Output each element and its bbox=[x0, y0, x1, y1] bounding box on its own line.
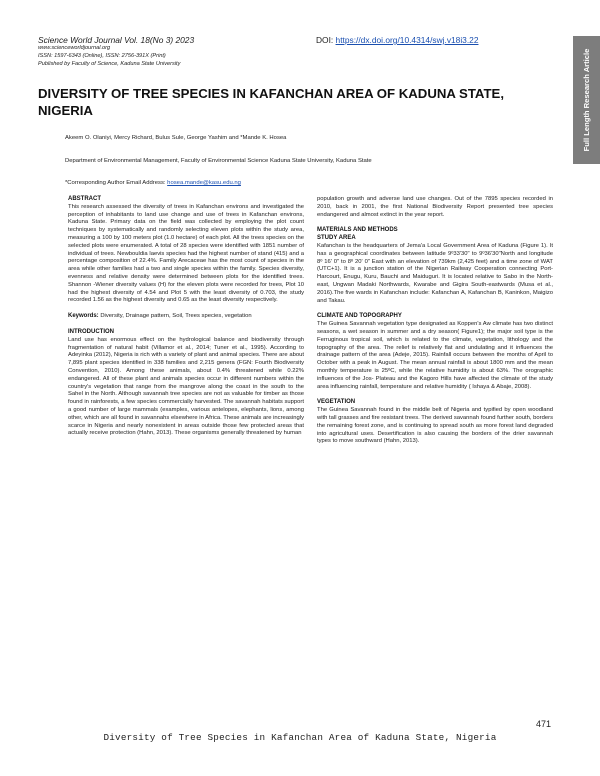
corresponding-email-link[interactable]: hosea.mande@kasu.edu.ng bbox=[167, 180, 241, 186]
journal-issn: ISSN: 1597-6343 (Online), ISSN: 2756-391X (Print) bbox=[38, 53, 166, 59]
vegetation-text: The Guinea Savannah found in the middle belt of Nigeria and typified by open woodland with tall grasses and fire resistant trees. The derived savannah found further south, borders the remaining forest zone, and is continuing to spread south as more forest land degraded into agricultural uses. Desertification is also causing the borders of the drier savannah types to move southward (Hahn, 2013). bbox=[317, 407, 553, 445]
running-footer: Diversity of Tree Species in Kafanchan Area of Kaduna State, Nigeria bbox=[103, 732, 497, 743]
journal-website: www.scienceworldjournal.org bbox=[38, 45, 111, 51]
left-column bbox=[68, 196, 304, 438]
abstract-heading: ABSTRACT bbox=[68, 196, 101, 202]
climate-heading: CLIMATE AND TOPOGRAPHY bbox=[317, 313, 402, 320]
corresponding-label: *Corresponding Author Email Address: bbox=[65, 180, 168, 186]
introduction-continuation: population growth and adverse land use changes. Out of the 7895 species recorded in 2010, back in 2001, the first National Biodiversity Report presented tree species endangered and almost extinct in the year report. bbox=[317, 196, 553, 218]
study-area-text: Kafanchan is the headquarters of Jema'a Local Government Area of Kaduna (Figure 1). It has a geographical coordinates between latitude 9º33'30" to 9º36'30"North and longitude 8º 16' 0" to 8º 20' 0" East with an elevation of 739km (2,425 feet) and a time zone of WAT (UTC+1). It is a junction station of the Nigerian Railway Cooperation connecting Port-Harcourt, Enugu, Kuru, Bauchi and Maiduguri. It is located relative to Sabo in the North-east, Ungwan Madaki Northwards, Kwarabe and Gigira South-eastwards (Musa et al., 2016).The five wards in Kafanchan include: Kafanchan A, Kafanchan B, Kaninkon, Maigizo and Takau. bbox=[317, 242, 553, 304]
author-list: Akeem O. Olaniyi, Mercy Richard, Bulus Sule, George Yashim and *Mande K. Hosea bbox=[65, 135, 287, 141]
keywords-label: Keywords: bbox=[68, 313, 99, 320]
paper-title: DIVERSITY OF TREE SPECIES IN KAFANCHAN AREA OF KADUNA STATE, NIGERIA bbox=[38, 86, 504, 118]
corresponding-author bbox=[65, 180, 241, 186]
article-type-label: Full Length Research Article bbox=[582, 48, 591, 152]
vegetation-heading: VEGETATION bbox=[317, 399, 356, 406]
journal-publisher: Published by Faculty of Science, Kaduna State University bbox=[38, 61, 181, 67]
keywords-text: Diversity, Drainage pattern, Soil, Trees species, vegetation bbox=[100, 313, 252, 320]
introduction-heading: INTRODUCTION bbox=[68, 328, 114, 335]
abstract-text: This research assessed the diversity of trees in Kafanchan environs and investigated the perception of inhabitants to land use change and use of trees in Kafanchan environs, Kaduna State. Primary data on the field was collected by employing the plot count techniques by systematically and randomly selecting eleven plots within the study area, measuring a 100 by 100 meters plot (1.0 hectare) of each plot. All the trees species on the selected plots were enumerated. A total of 28 species were identified with 1851 number of individual of trees. Newbouldia laevis species had the highest number of stand (415) and a percentage composition of 22.4%. Family Arecaceae has the most count of species in the area while other families had a two and single species within the family. Species diversity, evenness and relative density were determined between plots for the identified trees. Shannon -Wiener diversity values (H) for the eleven plots were recorded for trees, Plot 10 had the highest diversity of 4.54 and Plot 5 with the least diversity of 0.703, the study recorded 1.56 as the highest diversity and 0.65 as the least diversity respectively. bbox=[68, 203, 304, 304]
right-column bbox=[317, 196, 553, 446]
keywords bbox=[68, 313, 304, 321]
article-type-tab bbox=[573, 36, 600, 164]
author-affiliation: Department of Environmental Management, Faculty of Environmental Science Kaduna State University, Kaduna State bbox=[65, 158, 372, 164]
doi-link[interactable]: https://dx.doi.org/10.4314/swj.v18i3.22 bbox=[335, 35, 479, 45]
materials-heading: MATERIALS AND METHODS bbox=[317, 227, 398, 234]
page-number: 471 bbox=[536, 719, 552, 729]
doi-label: DOI: bbox=[316, 35, 336, 45]
journal-citation: Science World Journal Vol. 18(No 3) 2023 bbox=[38, 35, 195, 45]
climate-text: The Guinea Savannah vegetation type designated as Koppen's Aw climate has two distinct seasons, a wet season in summer and a dry season( Figure1); the major soil type is the Ferruginous tropical soil, which is related to the climate, vegetation, lithology and the topography of the area. The relief is relatively flat and undulating and it influences the drainage pattern of the area (Adeje, 2015). Rainfall occurs between the months of April to October with a peak in August. The mean annual rainfall is about 1800 mm and the mean monthly temperature is 25ºC, while the relative humidity is about 63%. The orographic influences of the Jos- Plateau and the Kagoro Hills have affected the climate of the study area influencing rainfall, temperature and relative humidity ( Ishaya & Abaje, 2008). bbox=[317, 321, 553, 390]
introduction-text: Land use has enormous effect on the hydrological balance and biodiversity through fragmentation of natural habit (Villamor et al., 2014; Tuner et al., 1995). According to Adeyinka (2012), Nigeria is rich with a variety of plant and animal species. There are about 7,895 plant species identified in 338 families and 2,215 genera (FGN: Fourth Biodiversity Convention, 2010). Among these animals, about 0.4% threatened while 0.22% endangered. All of these plant and animals species occur in different numbers within the country's vegetation that range from the mangrove along the coast in the south to the Sahel in the North. Although savannah tree species are not as valuable for timber as those found in rainforests, a few species commercially harvested. The savannah habitats support a good number of large mammals (examples, various antelopes, elephants, lions, among other, which are all found in savannahs elsewhere in Africa. These animals are increasingly scarce in Nigeria and nearly nonexistent in areas outside those few protected areas that actually receive protection (Hahn, 2013). These organisms generally threatened by human bbox=[68, 336, 304, 437]
doi-line bbox=[316, 35, 478, 45]
study-area-heading: STUDY AREA bbox=[317, 235, 356, 242]
